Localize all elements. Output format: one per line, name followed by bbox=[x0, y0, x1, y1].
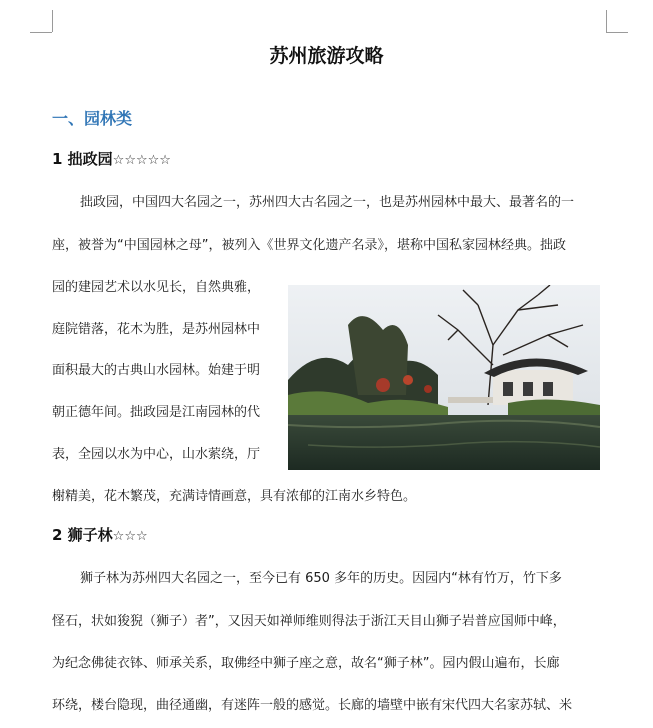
paragraph-line: 狮子林为苏州四大名园之一，至今已有 650 多年的历史。因园内“林有竹万，竹下多 bbox=[80, 571, 562, 586]
paragraph-line: 怪石，状如狻猊（狮子）者”，又因天如禅师维则得法于浙江天目山狮子岩普应国师中峰， bbox=[52, 614, 566, 629]
document-title: 苏州旅游攻略 bbox=[269, 45, 384, 67]
paragraph-line: 榭精美，花木繁茂，充满诗情画意，具有浓郁的江南水乡特色。 bbox=[52, 489, 417, 504]
item-title: 2 狮子林 bbox=[52, 526, 113, 544]
garden-pavilion-photo bbox=[288, 285, 600, 470]
paragraph-line: 园的建园艺术以水见长，自然典雅， bbox=[52, 280, 261, 295]
paragraph-line: 拙政园，中国四大名园之一，苏州四大古名园之一，也是苏州园林中最大、最著名的一 bbox=[80, 195, 575, 210]
paragraph-line: 庭院错落，花木为胜，是苏州园林中 bbox=[52, 322, 261, 337]
rating-stars: ☆☆☆☆☆ bbox=[112, 153, 171, 168]
item-heading-shizilin bbox=[52, 524, 148, 545]
section-heading-gardens: 一、园林类 bbox=[52, 109, 133, 128]
paragraph-line: 座，被誉为“中国园林之母”，被列入《世界文化遗产名录》，堪称中国私家园林经典。拙政 bbox=[52, 238, 566, 253]
paragraph-line: 面积最大的古典山水园林。始建于明 bbox=[52, 363, 261, 378]
item-heading-zhuozhengyuan bbox=[52, 148, 171, 169]
rating-stars: ☆☆☆ bbox=[112, 529, 148, 544]
paragraph-line: 环绕，楼台隐现，曲径通幽，有迷阵一般的感觉。长廊的墙壁中嵌有宋代四大名家苏轼、米 bbox=[52, 698, 573, 713]
paragraph-line: 表，全园以水为中心，山水萦绕，厅 bbox=[52, 447, 261, 462]
paragraph-line: 朝正德年间。拙政园是江南园林的代 bbox=[52, 405, 261, 420]
paragraph-line: 为纪念佛徒衣钵、师承关系，取佛经中狮子座之意，故名“狮子林”。园内假山遍布，长廊 bbox=[52, 656, 560, 671]
item-title: 1 拙政园 bbox=[52, 150, 113, 168]
